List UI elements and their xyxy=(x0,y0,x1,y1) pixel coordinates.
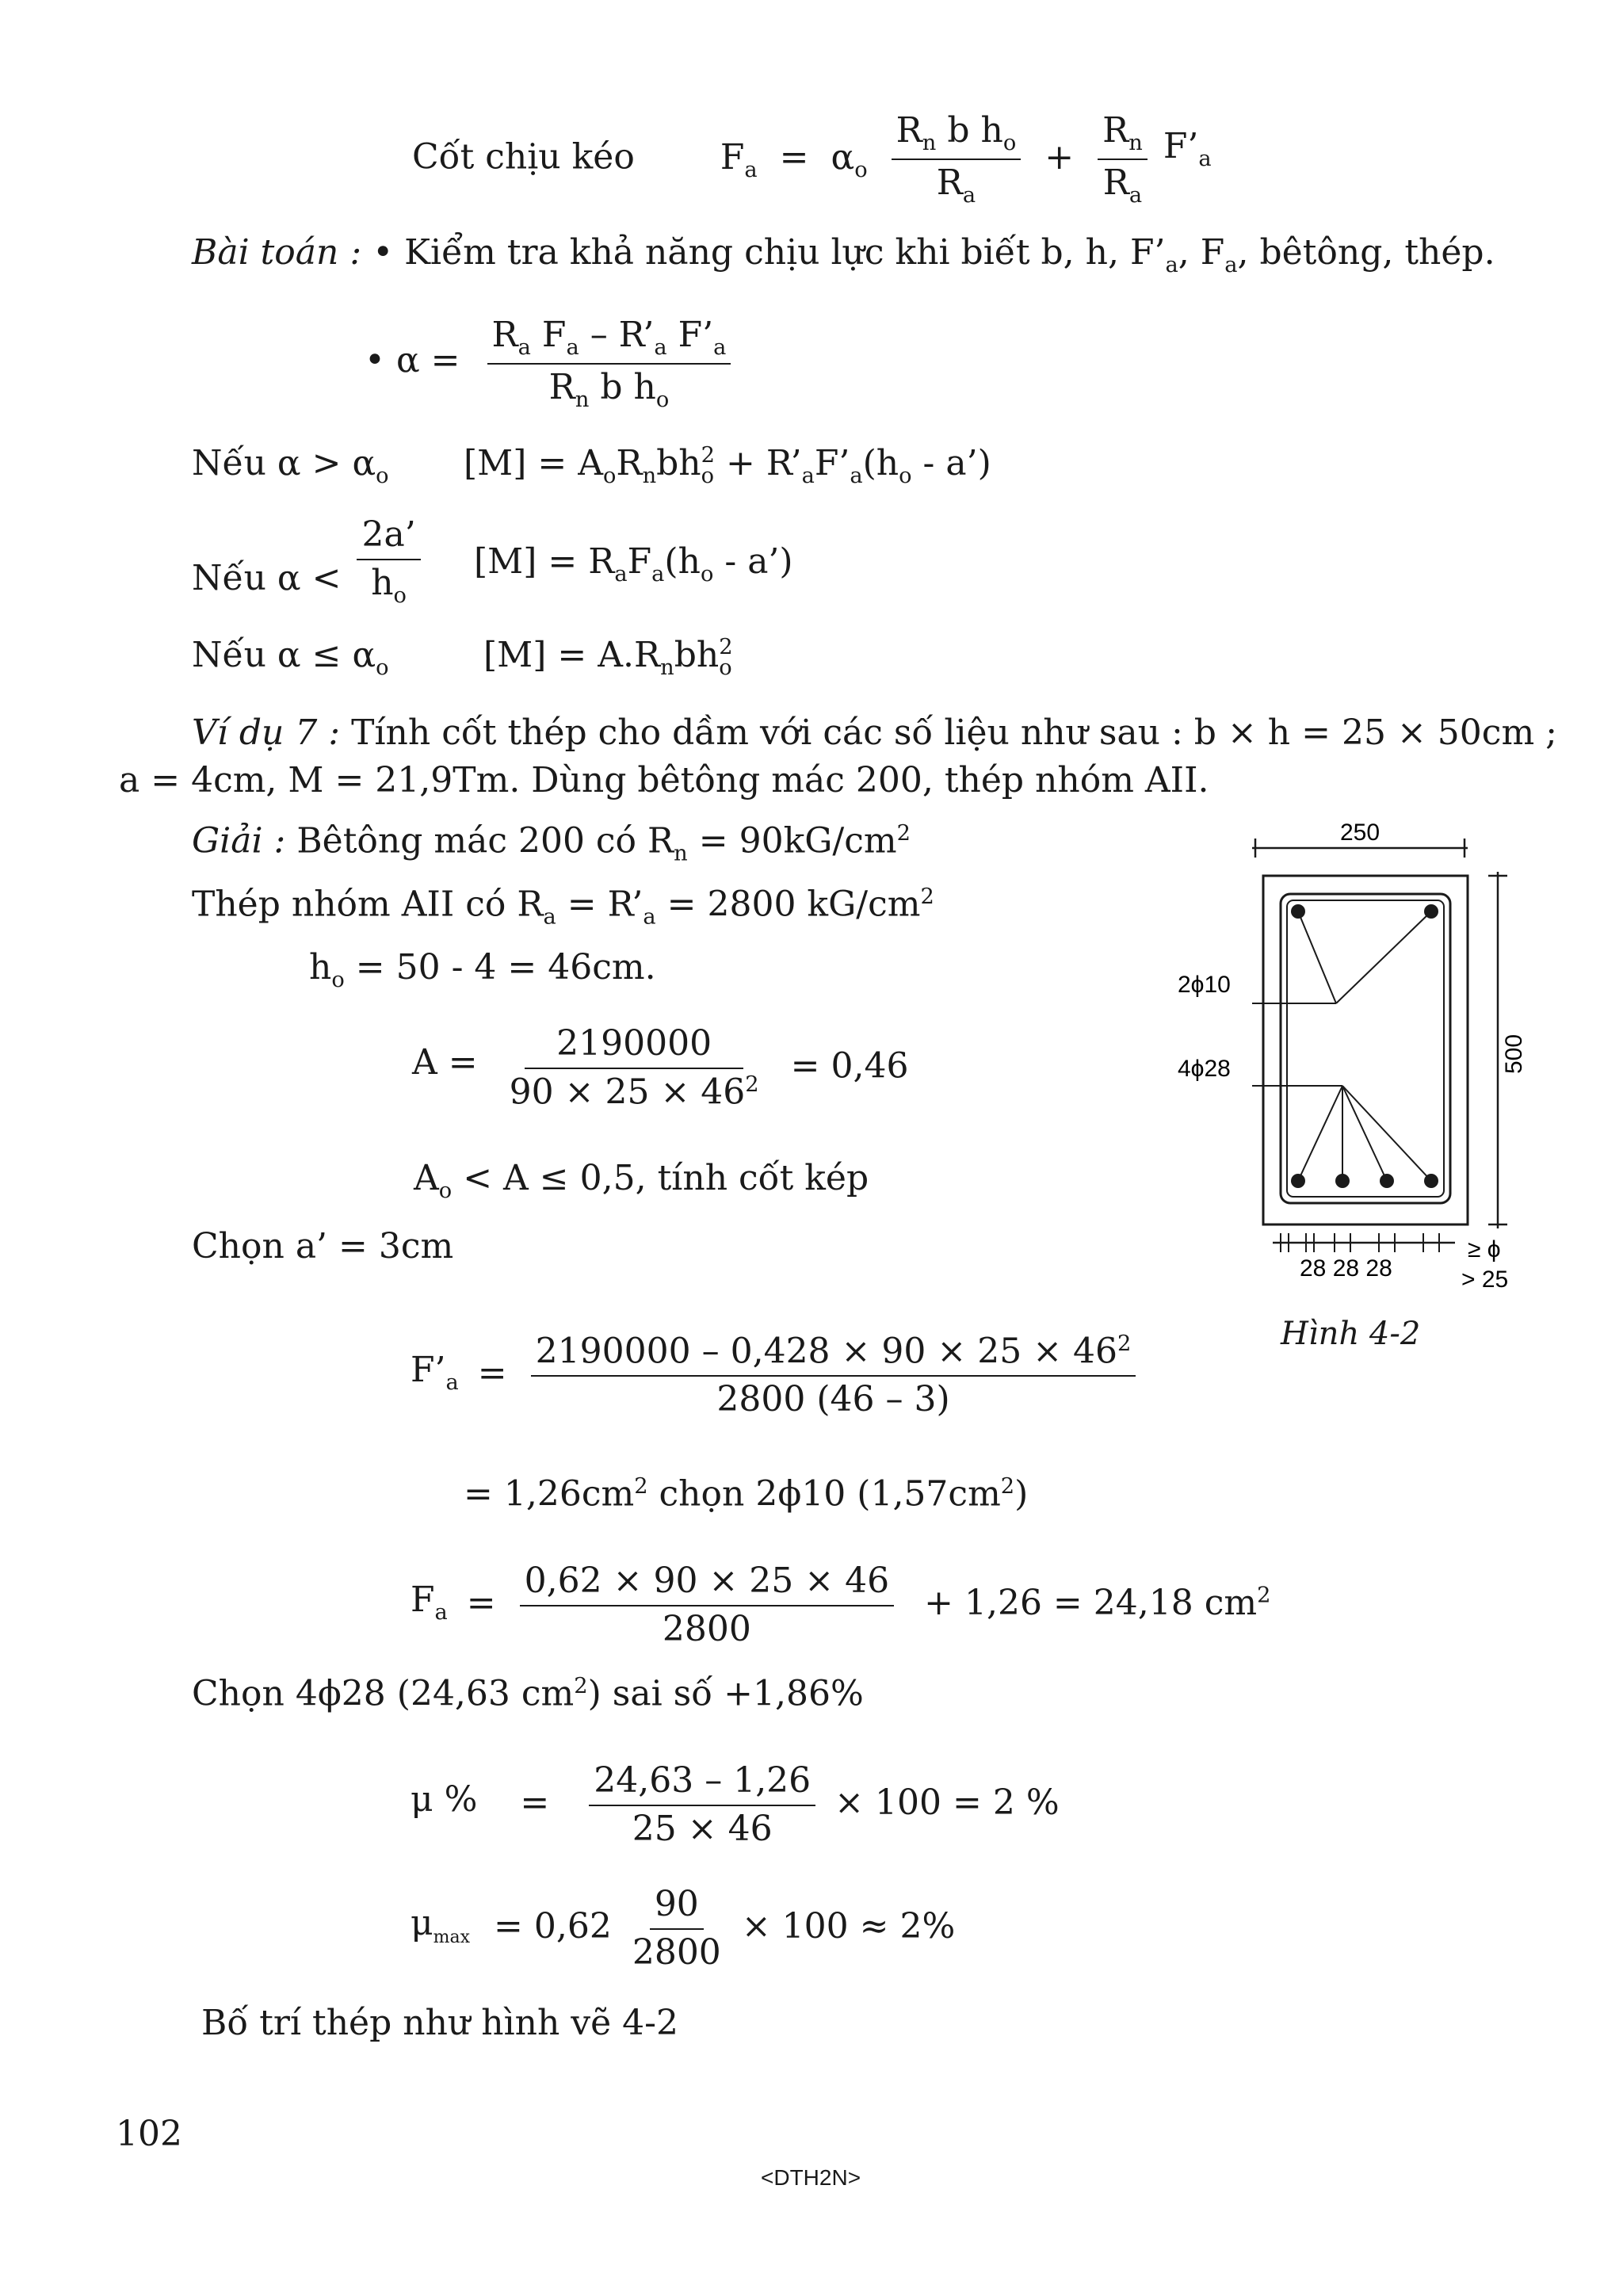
A0-line: $A_o < A \le 0,5$, tính cốt kép xyxy=(414,1158,869,1203)
A-fraction: $\frac{2190000}{90 \times 25 \times 46^2}$ xyxy=(509,1023,759,1113)
mu-fraction: $\frac{24,63 - 1,26}{25 \times 46}$ xyxy=(589,1761,815,1849)
stirrup xyxy=(1281,894,1450,1203)
mu-max-fraction: $\frac{90}{2800}$ xyxy=(632,1884,721,1973)
beam-outline xyxy=(1263,876,1468,1224)
equals-sign: = xyxy=(779,136,809,178)
bottom-bars-label: 4ϕ28 xyxy=(1178,1056,1231,1082)
alpha-fraction: $\frac{R_a F_a - R’_a F’_a}{R_n b h_o}$ xyxy=(487,315,731,412)
tension-label: Cốt chịu kéo xyxy=(412,136,635,178)
min-spacing-label-2: > 25 xyxy=(1461,1266,1509,1293)
mu-formula: μ % = $\frac{24,63 - 1,26}{25 \times 46}$ × 100 = 2 % xyxy=(411,1760,1060,1849)
beam-cross-section-figure xyxy=(1173,816,1537,1308)
Fa-fraction: $\frac{0,62 \times 90 \times 25 \times 46}{2800}$ xyxy=(520,1561,894,1649)
min-spacing-label-1: ≥ ϕ xyxy=(1468,1236,1501,1263)
alpha0: $\alpha_o$ xyxy=(831,136,868,182)
tension-formula-row xyxy=(412,111,1212,208)
Fa-prime-fraction: $\frac{2190000 - 0,428 \times 90 \times 25 \times 46^2}{2800 (46 - 3)}$ xyxy=(531,1331,1136,1420)
example-7-line-2: a = 4cm, M = 21,9Tm. Dùng bêtông mác 200, thép nhóm AII. xyxy=(119,760,1209,800)
example-label: Ví dụ 7 : xyxy=(192,712,341,753)
dim-height-label: 500 xyxy=(1501,1033,1527,1075)
case-1-condition: Nếu $\alpha > \alpha_o$ xyxy=(192,443,389,488)
case-2-fraction: $\frac{2a’}{h_o}$ xyxy=(357,515,420,608)
fa-prime: $F’_a$ xyxy=(1163,125,1212,171)
problem-statement: Bài toán : • Kiểm tra khả năng chịu lực khi biết b, h, $F’_a$, $F_a$, bêtông, thép. xyxy=(192,232,1495,277)
mu-max-formula: $\mu_{max} = 0,62$ $\frac{90}{2800}$ × 100 ≈ 2% xyxy=(411,1884,956,1973)
Fa-prime-result: = $1,26cm^2$ chọn 2ϕ10 $(1,57cm^2)$ xyxy=(464,1473,1029,1515)
steel-line: Thép nhóm AII có $R_a$ = $R’_a = 2800$ $kG/cm^2$ xyxy=(192,884,934,930)
choose-a-prime: Chọn a’ = 3cm xyxy=(192,1226,454,1266)
Fa-prime-formula: $F’_a$ = $\frac{2190000 - 0,428 \times 90 \times 25 \times 46^2}{2800 (46 - 3)}$ xyxy=(411,1331,1140,1420)
footer-tag: <DTH2N> xyxy=(761,2165,861,2190)
plus-sign: + xyxy=(1044,136,1075,178)
tension-lhs: $F_a$ xyxy=(720,136,758,182)
Fa-formula: $F_a$ = $\frac{0,62 \times 90 \times 25 \times 46}{2800}$ + 1,26 = 24,18 $cm^2$ xyxy=(411,1561,1271,1649)
page-number: 102 xyxy=(116,2114,182,2154)
dim-width-label: 250 xyxy=(1339,819,1381,846)
case-1-formula: $[M] = A_oR_nbh$ 2 o + $R’_aF’_a(h_o$ - a’) xyxy=(464,442,991,488)
alpha-symbol: • α = xyxy=(365,339,460,380)
figure-caption: Hình 4-2 xyxy=(1281,1316,1421,1352)
solution-line: Giải : Bêtông mác 200 có $R_n = 90kG/cm^2$ xyxy=(192,820,911,866)
top-bars-label: 2ϕ10 xyxy=(1178,972,1231,998)
h0-line: $h_o = 50 - 4 = 46cm$. xyxy=(309,947,656,992)
problem-label: Bài toán : xyxy=(192,232,362,273)
case-3-condition: Nếu $\alpha \le \alpha_o$ xyxy=(192,635,389,680)
arrangement-note: Bố trí thép như hình vẽ 4-2 xyxy=(201,2003,679,2043)
fraction-rn-ra: $\frac{R_n}{R_a}$ xyxy=(1098,111,1148,208)
alpha-formula xyxy=(365,315,735,412)
spacing-label: 28 28 28 xyxy=(1300,1255,1392,1282)
choose-4phi28: Chọn 4ϕ28 (24,63 $cm^2$) sai số +1,86% xyxy=(192,1673,864,1714)
A-formula: A = $\frac{2190000}{90 \times 25 \times 46^2}$ = 0,46 xyxy=(412,1023,909,1113)
fraction-rn-bho-ra: $\frac{R_n b h_o}{R_a}$ xyxy=(892,111,1022,208)
problem-text: • Kiểm tra khả năng chịu lực khi biết b, h, F’ xyxy=(372,232,1166,273)
example-7-line-1: Ví dụ 7 : Tính cốt thép cho dầm với các số liệu như sau : b × h = 25 × 50cm ; xyxy=(192,712,1557,753)
case-2-formula: $[M] = R_aF_a(h_o$ - a’) xyxy=(474,541,793,586)
case-2-condition: Nếu α < $\frac{2a’}{h_o}$ xyxy=(192,515,426,608)
solution-label: Giải : xyxy=(192,820,286,861)
case-3-formula: $[M] = A.R_nbh$ 2 o xyxy=(483,634,733,680)
